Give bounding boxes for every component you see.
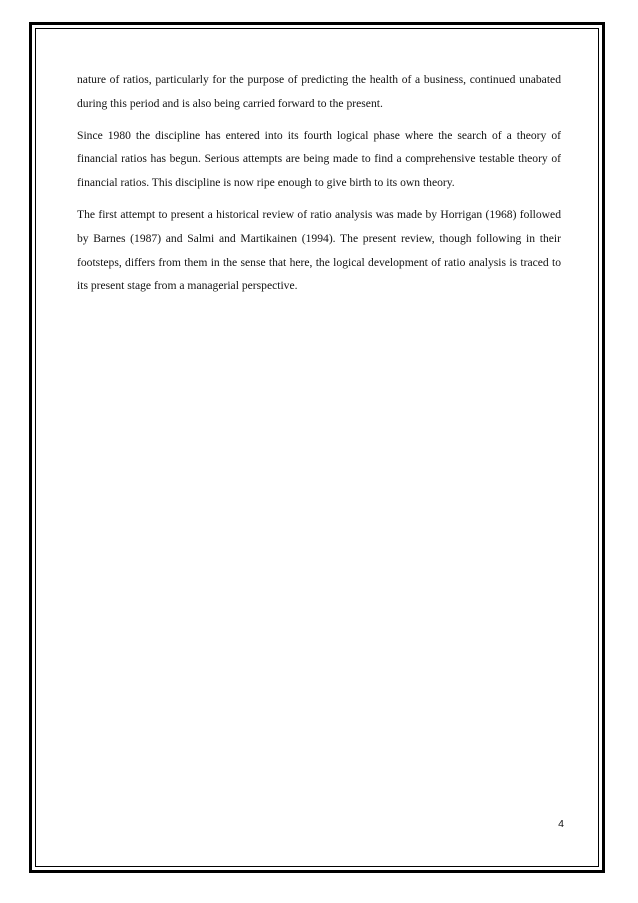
- paragraph-continuation: nature of ratios, particularly for the purpose of predicting the health of a business, continued unabated during this period and is also being carried forward to the present.: [77, 73, 561, 110]
- page-number: 4: [558, 818, 564, 830]
- body-text: [77, 68, 561, 306]
- paragraph-historical-review: The first attempt to present a historical review of ratio analysis was made by Horrigan (1968) followed by Barnes (1987) and Salmi and Martikainen (1994). The present review, though following in their footsteps, differs from them in the sense that here, the logical development of ratio analysis is traced to its present stage from a managerial perspective.: [77, 207, 561, 293]
- paragraph-fourth-phase: Since 1980 the discipline has entered into its fourth logical phase where the search of a theory of financial ratios has begun. Serious attempts are being made to find a comprehensive testable theory of financial ratios. This discipline is now ripe enough to give birth to its own theory.: [77, 128, 561, 190]
